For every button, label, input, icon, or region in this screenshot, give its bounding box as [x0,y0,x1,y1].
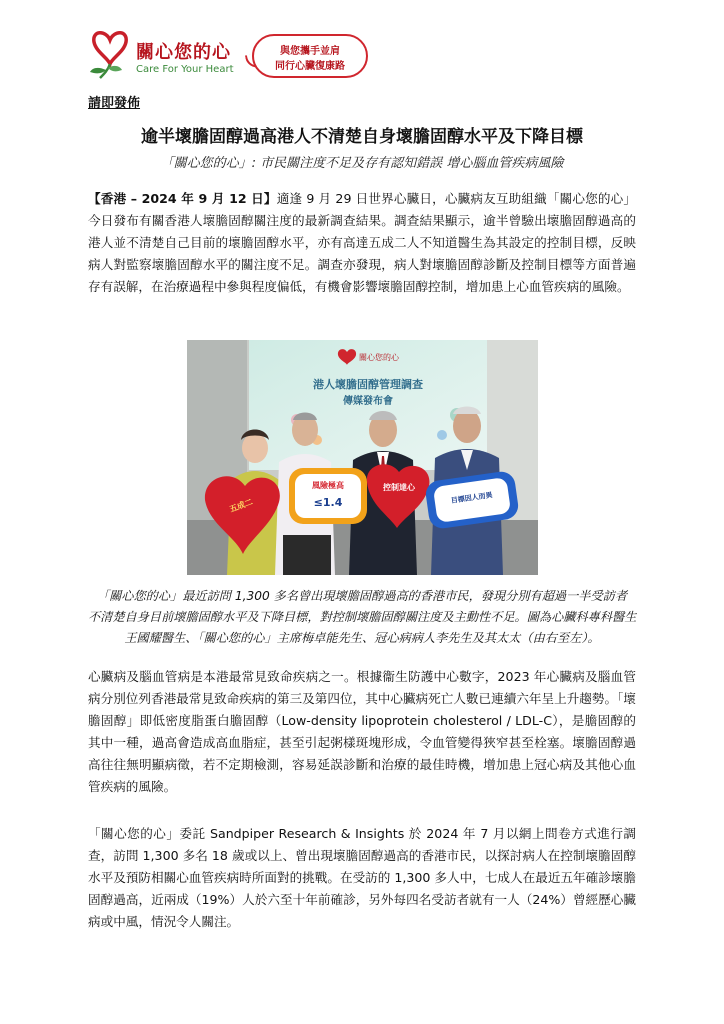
heart-logo-icon [86,24,134,80]
subheadline: 「關心您的心」: 市民關注度不足及存有認知錯誤 增心腦血管疾病風險 [160,156,564,171]
board-2-value: ≤1.4 [313,496,343,509]
slogan-line-2: 同行心臟復康路 [275,61,345,72]
svg-text:目標因人而異: 目標因人而異 [450,491,494,505]
headline: 逾半壞膽固醇過高港人不清楚自身壞膽固醇水平及下降目標 [141,127,583,147]
screen-title-line-1: 港人壞膽固醇管理調查 [313,378,423,391]
caption-line-3: 王國耀醫生、「關心您的心」主席梅卓能先生、冠心病病人李先生及其太太（由右至左）。 [124,631,600,645]
screen-logo-text: 關心您的心 [359,353,399,362]
press-conference-photo [187,340,538,575]
svg-text:控制達心: 控制達心 [383,483,415,492]
screen-title-line-2: 傳媒發布會 [343,396,393,407]
paragraph-survey: 「關心您的心」委託 Sandpiper Research & Insights 於 2024 年 7 月以網上問卷方式進行調查，訪問 1,300 多名 18 歲或以上、曾出現壞膽固醇過高的香港市民，以探討病人在控制壞膽固醇水平及預防相關心血管疾病時所面對的挑戰。在受訪的 1,300 多人中，七成人在最近五年確診壞膽固醇過高，近兩成（19%）人於六至十年前確診，另外每四名受訪者就有一人（24%）曾經歷心臟病或中風，情況令人關注。 [88,826,636,929]
caption-line-1: 「關心您的心」最近訪問 1,300 多名曾出現壞膽固醇過高的香港市民，發現分別有超過一半受訪者 [96,589,628,603]
logo-chinese-name: 關心您的心 [136,42,231,63]
dateline: 【香港 – 2024 年 9 月 12 日】 [88,191,277,206]
board-2-keyword: 風險極高 [312,481,344,490]
release-label: 請即發佈 [88,96,141,111]
slogan-line-1: 與您攜手並肩 [280,46,340,57]
intro-body: 適逢 9 月 29 日世界心臟日，心臟病友互助組織「關心您的心」今日發布有關香港人壞膽固醇關注度的最新調查結果。調查結果顯示，逾半曾驗出壞膽固醇過高的港人並不清楚自己目前的壞膽固醇水平，亦有高達五成二人不知道醫生為其設定的控制目標，反映病人對監察壞膽固醇水平的關注度不足。調查亦發現，病人對壞膽固醇診斷及控制目標等方面普遍存有誤解，在治療過程中參與程度偏低，有機會影響壞膽固醇控制，增加患上心血管疾病的風險。 [88,191,636,294]
svg-text:五成二: 五成二 [228,497,254,514]
paragraph-intro [88,188,636,298]
photo-caption [88,586,636,649]
slogan-speech-bubble [252,34,368,78]
logo-english-name: Care For Your Heart [136,64,234,75]
caption-line-2: 不清楚自身目前壞膽固醇水平及下降目標，對控制壞膽固醇關注度及主動性不足。圖為心臟科專科醫生 [88,610,637,624]
paragraph-background: 心臟病及腦血管病是本港最常見致命疾病之一。根據衞生防護中心數字，2023 年心臟病及腦血管病分別位列香港最常見致命疾病的第三及第四位，其中心臟病死亡人數已連續六年呈上升趨勢。「壞膽固醇」即低密度脂蛋白膽固醇（Low-density lipoprotein cholesterol / LDL-C），是膽固醇的其中一種，過高會造成高血脂症，甚至引起粥樣斑塊形成，令血管變得狹窄甚至栓塞。壞膽固醇過高往往無明顯病徵，若不定期檢測，容易延誤診斷和治療的最佳時機，增加患上冠心病及其他心血管疾病的風險。 [88,669,636,794]
logo [86,24,236,80]
